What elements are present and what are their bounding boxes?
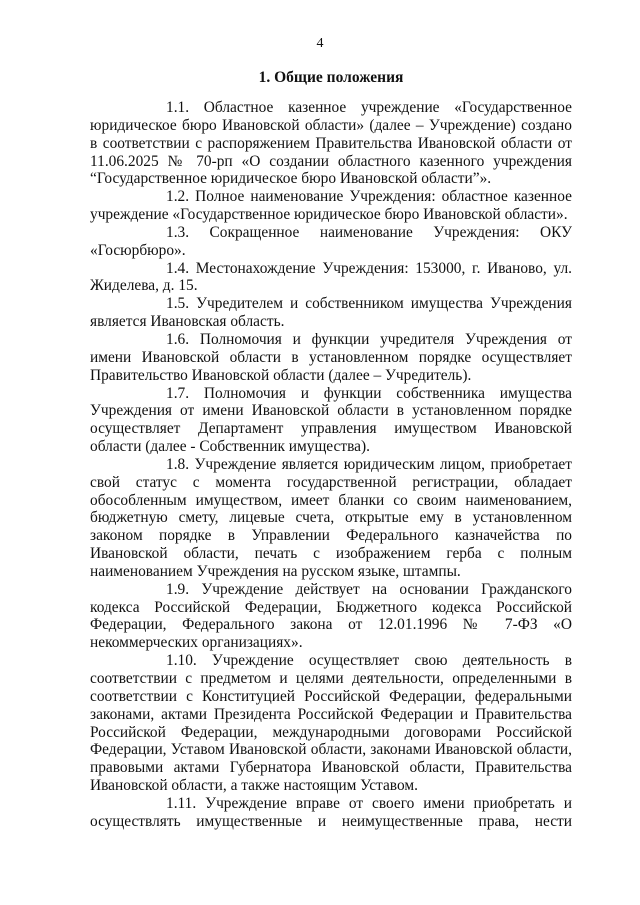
paragraph-number: 1.3. bbox=[166, 223, 190, 241]
paragraph-number: 1.1. bbox=[166, 99, 190, 116]
paragraph-number: 1.7. bbox=[166, 384, 190, 402]
paragraph-text: Учреждение действует на основании Гражданского кодекса Российской Федерации, Бюджетного кодекса Российской Федерации, Федерального закона от 12.01.1996 № 7-ФЗ «О некоммерческих организациях». bbox=[90, 580, 572, 652]
paragraph-number: 1.5. bbox=[166, 295, 190, 313]
paragraph-1-8 bbox=[90, 456, 572, 581]
paragraph-number: 1.9. bbox=[166, 580, 190, 598]
paragraph-text: Учреждение вправе от своего имени приобретать и осуществлять имущественные и неимущественные права, нести bbox=[90, 794, 572, 830]
paragraph-1-4 bbox=[90, 260, 572, 296]
paragraph-text: Полное наименование Учреждения: областное казенное учреждение «Государственное юридическое бюро Ивановской области». bbox=[90, 188, 572, 224]
paragraph-text: Учреждение осуществляет свою деятельность в соответствии с предметом и целями деятельности, определенными в соответствии с Конституцией Российской Федерации, федеральными законами, актами Президента Российской Федерации и Правительства Российской Федерации, международными договорами Российской Федерации, Уставом Ивановской области, законами Ивановской области, правовыми актами Губернатора Ивановской области, Правительства Ивановской области, а также настоящим Уставом. bbox=[90, 652, 572, 795]
paragraph-number: 1.11. bbox=[166, 794, 197, 812]
paragraph-number: 1.10. bbox=[166, 652, 197, 670]
paragraph-text: Учреждение является юридическим лицом, приобретает свой статус с момента государственной регистрации, обладает обособленным имуществом, имеет бланки со своим наименованием, бюджетную смету, лицевые счета, открытые ему в установленном законом порядке в Управлении Федерального казначейства по Ивановской области, печать с изображением герба с полным наименованием Учреждения на русском языке, штампы. bbox=[90, 455, 572, 580]
paragraph-1-7 bbox=[90, 385, 572, 456]
paragraph-number: 1.6. bbox=[166, 330, 190, 348]
paragraph-text: Областное казенное учреждение «Государственное юридическое бюро Ивановской области» (далее – Учреждение) создано в соответствии с распоряжением Правительства Ивановской области от 11.06.2025 № 70-рп «О создании областного казенного учреждения “Государственное юридическое бюро Ивановской области”». bbox=[90, 99, 572, 188]
paragraph-text: Полномочия и функции собственника имущества Учреждения от имени Ивановской области в установленном порядке осуществляет Департамент управления имуществом Ивановской области (далее - Собственник имущества). bbox=[90, 384, 572, 456]
section-title: 1. Общие положения bbox=[258, 69, 404, 86]
paragraph-1-9 bbox=[90, 581, 572, 652]
document-body bbox=[90, 99, 572, 831]
paragraph-1-5 bbox=[90, 295, 572, 331]
page-number: 4 bbox=[316, 36, 324, 51]
paragraph-text: Учредителем и собственником имущества Учреждения является Ивановская область. bbox=[90, 295, 572, 331]
paragraph-1-11 bbox=[90, 795, 572, 831]
paragraph-text: Сокращенное наименование Учреждения: ОКУ «Госюрбюро». bbox=[90, 223, 572, 259]
paragraph-1-1 bbox=[90, 99, 572, 188]
paragraph-number: 1.2. bbox=[166, 188, 190, 206]
paragraph-text: Полномочия и функции учредителя Учреждения от имени Ивановской области в установленном порядке осуществляет Правительство Ивановской области (далее – Учредитель). bbox=[90, 330, 572, 384]
paragraph-text: Местонахождение Учреждения: 153000, г. Иваново, ул. Жиделева, д. 15. bbox=[90, 259, 572, 295]
paragraph-number: 1.8. bbox=[166, 455, 190, 473]
paragraph-1-10 bbox=[90, 652, 572, 795]
paragraph-number: 1.4. bbox=[166, 259, 190, 277]
paragraph-1-2 bbox=[90, 188, 572, 224]
paragraph-1-3 bbox=[90, 224, 572, 260]
paragraph-1-6 bbox=[90, 331, 572, 385]
